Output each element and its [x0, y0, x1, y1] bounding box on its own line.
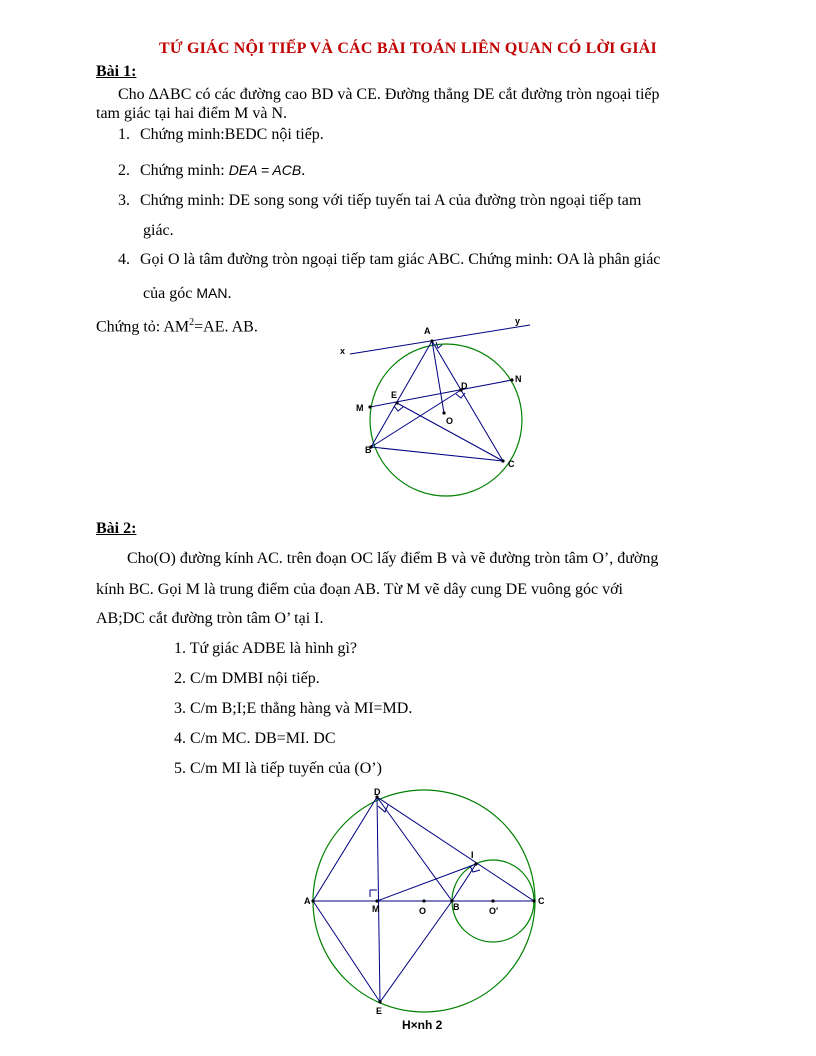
bai1-item-4-cont-text: của góc: [143, 285, 193, 302]
bai1-item-2-math: DEA = ACB: [228, 162, 302, 178]
point-o: [442, 411, 445, 414]
label-x: x: [340, 346, 346, 356]
altitude-ce: [397, 403, 503, 461]
label-c: C: [538, 896, 545, 906]
right-angle-m: [370, 890, 377, 897]
label-b: B: [453, 902, 460, 912]
label-c: C: [508, 459, 515, 469]
point-n: [510, 378, 513, 381]
point-i: [474, 862, 477, 865]
point-c: [501, 459, 504, 462]
bai1-item-4-math: MAN: [196, 285, 228, 301]
bai2-heading: Bài 2:: [96, 520, 137, 537]
label-d: D: [374, 787, 381, 797]
bai1-extra-sup: 2: [189, 317, 195, 328]
bai2-intro-line2: kính BC. Gọi M là trung điểm của đoạn AB. Từ M vẽ dây cung DE vuông góc với: [96, 581, 623, 598]
segment-ea: [313, 901, 380, 1002]
label-a: A: [304, 896, 311, 906]
bai1-extra: [96, 313, 258, 336]
label-e: E: [376, 1006, 383, 1016]
label-i: I: [471, 850, 474, 860]
bai1-item-2-num: 2.: [118, 162, 130, 179]
segment-db: [377, 797, 452, 901]
bai1-item-3: [118, 191, 641, 210]
label-n: N: [515, 374, 522, 384]
page-title: TỨ GIÁC NỘI TIẾP VÀ CÁC BÀI TOÁN LIÊN QUAN CÓ LỜI GIẢI: [158, 40, 657, 57]
tangent-line-xy: [350, 325, 530, 354]
bai1-extra-post: =AE. AB.: [194, 318, 258, 336]
bai2-intro-line1: Cho(O) đường kính AC. trên đoạn OC lấy điểm B và vẽ đường tròn tâm O’, đường: [127, 550, 659, 567]
bai1-item-1-num: 1.: [118, 126, 130, 143]
bai1-item-3-num: 3.: [118, 192, 130, 209]
label-a: A: [424, 326, 431, 336]
segment-be: [380, 901, 452, 1002]
label-m: M: [356, 403, 364, 413]
figure-2: [300, 785, 550, 1035]
point-m: [375, 899, 378, 902]
right-angle-a: [436, 342, 442, 348]
point-e: [378, 1000, 381, 1003]
bai1-item-4: [118, 250, 660, 269]
bai1-item-4-text: Gọi O là tâm đường tròn ngoại tiếp tam giác ABC. Chứng minh: OA là phân giác: [140, 251, 661, 268]
side-ab: [371, 341, 432, 447]
point-c: [532, 899, 535, 902]
figure-2-caption: H×nh 2: [402, 1018, 443, 1032]
bai1-item-3-cont: giác.: [143, 222, 174, 239]
bai1-item-1-text: Chứng minh:BEDC nội tiếp.: [140, 126, 324, 143]
bai1-item-4-tail: .: [227, 285, 232, 302]
bai2-item-2: 2. C/m DMBI nội tiếp.: [174, 670, 320, 687]
point-o-prime: [491, 899, 494, 902]
point-a: [311, 899, 314, 902]
segment-ad: [313, 797, 377, 901]
segment-bi: [452, 864, 476, 901]
segment-mi: [377, 864, 476, 901]
label-m: M: [372, 904, 380, 914]
right-angle-e: [394, 406, 403, 411]
label-o: O: [419, 906, 427, 916]
bai2-item-4: 4. C/m MC. DB=MI. DC: [174, 730, 336, 747]
bai1-item-2-text: Chứng minh:: [140, 162, 225, 179]
point-o: [422, 899, 425, 902]
bai2-intro-line3: AB;DC cắt đường tròn tâm O’ tại I.: [96, 610, 324, 627]
bai1-item-1: [118, 125, 324, 144]
bai1-intro-line2: tam giác tại hai điểm M và N.: [96, 105, 288, 122]
bai1-heading: Bài 1:: [96, 63, 137, 80]
bai2-item-3: 3. C/m B;I;E thẳng hàng và MI=MD.: [174, 700, 413, 717]
bai2-item-5: 5. C/m MI là tiếp tuyến của (O’): [174, 760, 382, 777]
bai2-item-1: 1. Tứ giác ADBE là hình gì?: [174, 640, 358, 657]
side-ac: [432, 341, 503, 461]
point-m: [368, 405, 371, 408]
point-a: [430, 339, 433, 342]
side-bc: [371, 447, 503, 461]
bai1-intro-line1: Cho ∆ABC có các đường cao BD và CE. Đường thẳng DE cắt đường tròn ngoại tiếp: [118, 86, 660, 103]
label-e: E: [391, 390, 398, 400]
bai1-item-2: [118, 161, 305, 180]
bai1-extra-pre: Chứng tỏ: AM: [96, 318, 190, 336]
bai1-item-4-cont: [143, 284, 231, 303]
bai1-item-4-num: 4.: [118, 251, 130, 268]
label-o-prime: O': [489, 906, 499, 916]
label-b: B: [365, 445, 372, 455]
figure-1: [330, 310, 540, 525]
bai1-item-2-tail: .: [301, 162, 306, 179]
bai1-item-3-text: Chứng minh: DE song song với tiếp tuyến tai A của đường tròn ngoại tiếp tam: [140, 192, 642, 209]
label-d: D: [461, 381, 468, 391]
point-e: [395, 401, 398, 404]
label-y: y: [515, 316, 521, 326]
label-o: O: [446, 416, 454, 426]
